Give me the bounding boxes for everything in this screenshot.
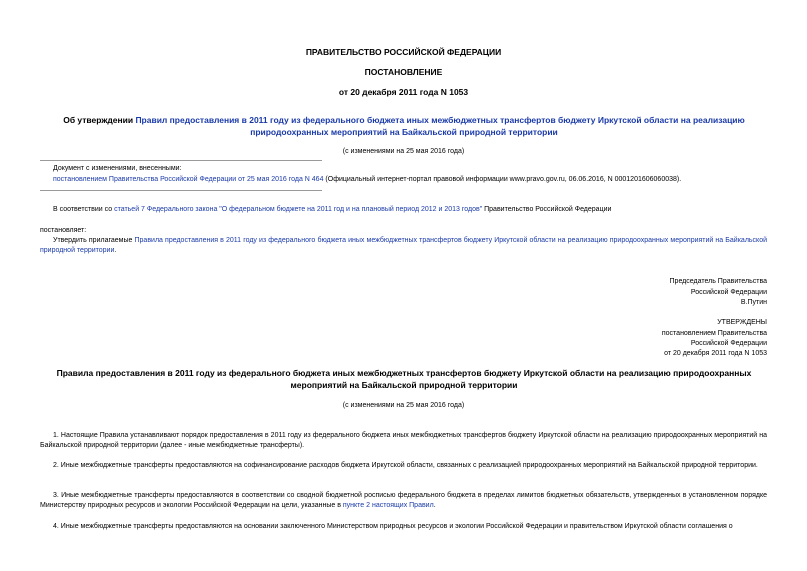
amendments-top-rule bbox=[40, 160, 322, 161]
title-prefix: Об утверждении bbox=[63, 115, 136, 125]
doc-type-heading: ПОСТАНОВЛЕНИЕ bbox=[364, 67, 443, 77]
rules-paragraph-1: 1. Настоящие Правила устанавливают порядок предоставления в 2011 году из федерального бюджета иных межбюджетных трансфертов бюджету Иркутской области на реализацию природоохранных мероприятий на Байкальской природной территории (далее - иные межбюджетные трансферты). bbox=[40, 432, 767, 449]
signature-line-1: Председатель Правительства bbox=[669, 278, 767, 285]
approve-rules-link[interactable]: Правила предоставления в 2011 году из федерального бюджета иных межбюджетных трансфертов бюджету Иркутской области на реализацию природоохранных мероприятий на Байкальской природной территории bbox=[40, 237, 767, 254]
amendments-bottom-rule bbox=[40, 190, 322, 191]
signature-name: В.Путин bbox=[740, 299, 767, 306]
government-heading: ПРАВИТЕЛЬСТВО РОССИЙСКОЙ ФЕДЕРАЦИИ bbox=[305, 47, 502, 57]
approved-line-4: от 20 декабря 2011 года N 1053 bbox=[664, 350, 767, 357]
preamble bbox=[53, 205, 773, 215]
approved-heading: УТВЕРЖДЕНЫ bbox=[717, 319, 767, 326]
rules-paragraph-2: 2. Иные межбюджетные трансферты предоставляются на софинансирование расходов бюджета Иркутской области, связанных с реализацией природоохранных мероприятий на Байкальской природной территории. bbox=[53, 462, 758, 469]
amendments-line bbox=[53, 175, 783, 185]
rules-title: Правила предоставления в 2011 году из федерального бюджета иных межбюджетных трансфертов бюджету Иркутской области на реализацию природоохранных мероприятий на Байкальской природной территории bbox=[56, 368, 752, 390]
approve-prefix: Утвердить прилагаемые bbox=[53, 237, 135, 244]
amendments-intro: Документ с изменениями, внесенными: bbox=[53, 165, 182, 172]
preamble-suffix: Правительство Российской Федерации bbox=[482, 206, 612, 213]
amended-note: (с изменениями на 25 мая 2016 года) bbox=[342, 148, 465, 155]
doc-date-number: от 20 декабря 2011 года N 1053 bbox=[338, 87, 469, 97]
amendment-decree-link[interactable]: постановлением Правительства Российской Федерации от 25 мая 2016 года N 464 bbox=[53, 176, 324, 183]
decides-label: постановляет: bbox=[40, 227, 87, 234]
document-title bbox=[48, 114, 760, 138]
signature-line-2: Российской Федерации bbox=[690, 289, 767, 296]
rules-paragraph-4: 4. Иные межбюджетные трансферты предоставляются на основании заключенного Министерством природных ресурсов и экологии Российской Федерации и правительством Иркутской области соглашения о bbox=[53, 523, 733, 530]
federal-law-link[interactable]: статьей 7 Федерального закона "О федеральном бюджете на 2011 год и на плановый период 2012 и 2013 годов" bbox=[114, 206, 483, 213]
amendment-source: (Официальный интернет-портал правовой информации www.pravo.gov.ru, 06.06.2016, N 0001201606060038). bbox=[323, 176, 682, 183]
approved-line-3: Российской Федерации bbox=[690, 340, 767, 347]
approved-line-2: постановлением Правительства bbox=[661, 330, 767, 337]
rules-paragraph-3 bbox=[40, 491, 767, 511]
approve-paragraph bbox=[40, 236, 767, 256]
title-rules-link[interactable]: Правил предоставления в 2011 году из федерального бюджета иных межбюджетных трансфертов бюджету Иркутской области на реализацию природоохранных мероприятий на Байкальской природной территории bbox=[135, 115, 745, 137]
paragraph-3-text: 3. Иные межбюджетные трансферты предоставляются в соответствии со сводной бюджетной росписью федерального бюджета в пределах лимитов бюджетных обязательств, утвержденных в установленном порядке Министерству природных ресурсов и экологии Российской Федерации на цели, указанные в bbox=[40, 492, 767, 509]
paragraph-3-end: . bbox=[433, 502, 436, 509]
preamble-prefix: В соответствии со bbox=[53, 206, 115, 213]
approve-suffix: . bbox=[114, 247, 117, 254]
paragraph-2-reference-link[interactable]: пункте 2 настоящих Правил bbox=[342, 502, 434, 509]
rules-amended-note: (с изменениями на 25 мая 2016 года) bbox=[342, 402, 465, 409]
